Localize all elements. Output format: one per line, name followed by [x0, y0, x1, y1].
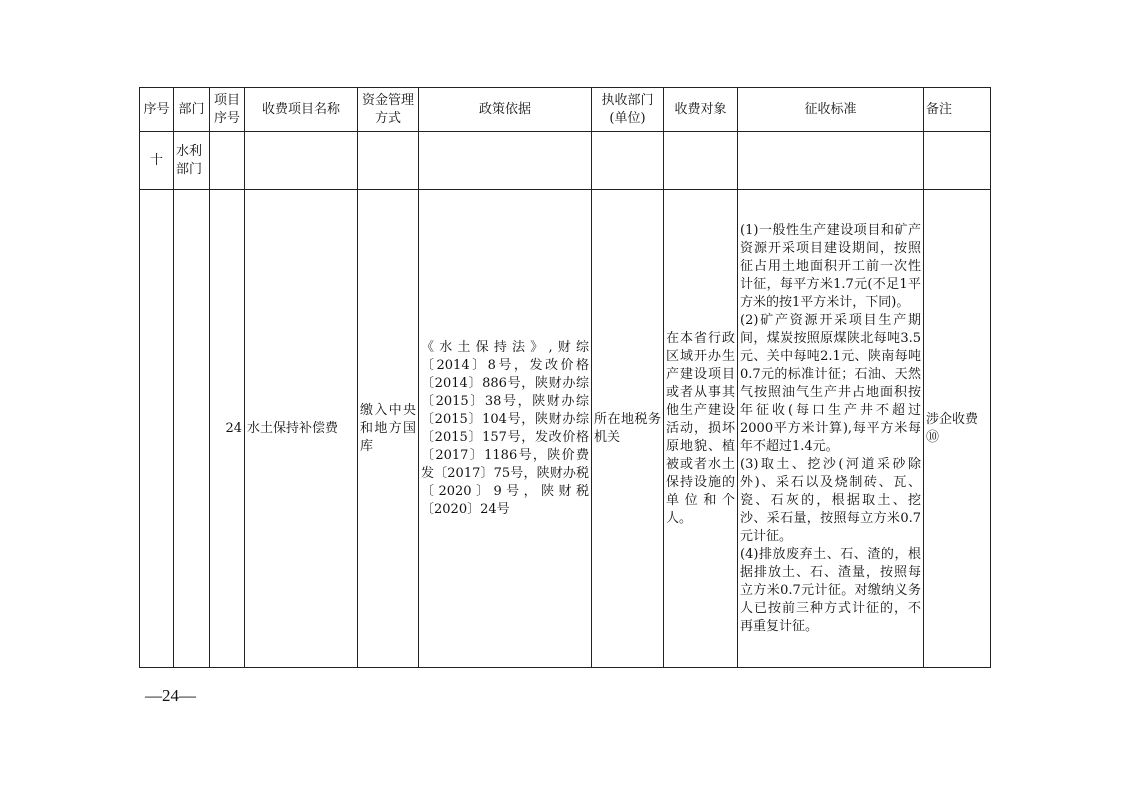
- header-seq: 序号: [140, 88, 174, 132]
- empty-cell: [140, 190, 174, 668]
- collector: 所在地税务机关: [592, 190, 664, 668]
- policy-basis: 《水土保持法》,财综〔2014〕8号，发改价格〔2014〕886号，陕财办综〔2015〕38号，陕财办综〔2015〕104号，陕财办综〔2015〕157号，发改价格〔2017〕1186号，陕价费发〔2017〕75号，陕财办税〔2020〕9号，陕财税〔2020〕24号: [419, 190, 592, 668]
- header-item-seq: 项目 序号: [210, 88, 245, 132]
- empty-cell: [245, 132, 358, 190]
- header-item-name: 收费项目名称: [245, 88, 358, 132]
- header-target: 收费对象: [664, 88, 738, 132]
- category-row: [140, 132, 991, 190]
- standard-item-1: (1)一般性生产建设项目和矿产资源开采项目建设期间，按照征占用土地面积开工前一次性计征，每平方米1.7元(不足1平方米的按1平方米计，下同)。: [740, 222, 921, 310]
- fee-target: 在本省行政区域开办生产建设项目或者从事其他生产建设活动，损坏原地貌、植被或者水土保持设施的单位和个人。: [664, 190, 738, 668]
- header-policy: 政策依据: [419, 88, 592, 132]
- header-row: [140, 88, 991, 132]
- page-number: —24—: [145, 686, 196, 705]
- item-seq: 24: [210, 190, 245, 668]
- empty-cell: [174, 190, 210, 668]
- header-collector: 执收部门 (单位): [592, 88, 664, 132]
- empty-cell: [738, 132, 924, 190]
- empty-cell: [592, 132, 664, 190]
- item-name: 水土保持补偿费: [245, 190, 358, 668]
- header-remark: 备注: [924, 88, 991, 132]
- collection-standard: [738, 190, 924, 668]
- header-standard: 征收标准: [738, 88, 924, 132]
- table-row: [140, 190, 991, 668]
- empty-cell: [419, 132, 592, 190]
- category-seq: 十: [140, 132, 174, 190]
- remark: 涉企收费⑩: [924, 190, 991, 668]
- header-fund-mgmt: 资金管理 方式: [358, 88, 419, 132]
- empty-cell: [358, 132, 419, 190]
- empty-cell: [210, 132, 245, 190]
- fee-table: [139, 87, 991, 668]
- empty-cell: [924, 132, 991, 190]
- empty-cell: [664, 132, 738, 190]
- standard-item-4: (4)排放废弃土、石、渣的，根据排放土、石、渣量，按照每立方米0.7元计征。对缴纳义务人已按前三种方式计征的，不再重复计征。: [740, 546, 921, 634]
- standard-item-3: (3)取土、挖沙(河道采砂除外)、采石以及烧制砖、瓦、瓷、石灰的，根据取土、挖沙、采石量，按照每立方米0.7元计征。: [740, 456, 921, 544]
- fund-mgmt: 缴入中央和地方国库: [358, 190, 419, 668]
- header-dept: 部门: [174, 88, 210, 132]
- standard-item-2: (2)矿产资源开采项目生产期间，煤炭按照原煤陕北每吨3.5元、关中每吨2.1元、陕南每吨0.7元的标准计征；石油、天然气按照油气生产井占地面积按年征收(每口生产井不超过2000平方米计算),每平方米每年不超过1.4元。: [740, 312, 921, 454]
- category-dept: 水利 部门: [174, 132, 210, 190]
